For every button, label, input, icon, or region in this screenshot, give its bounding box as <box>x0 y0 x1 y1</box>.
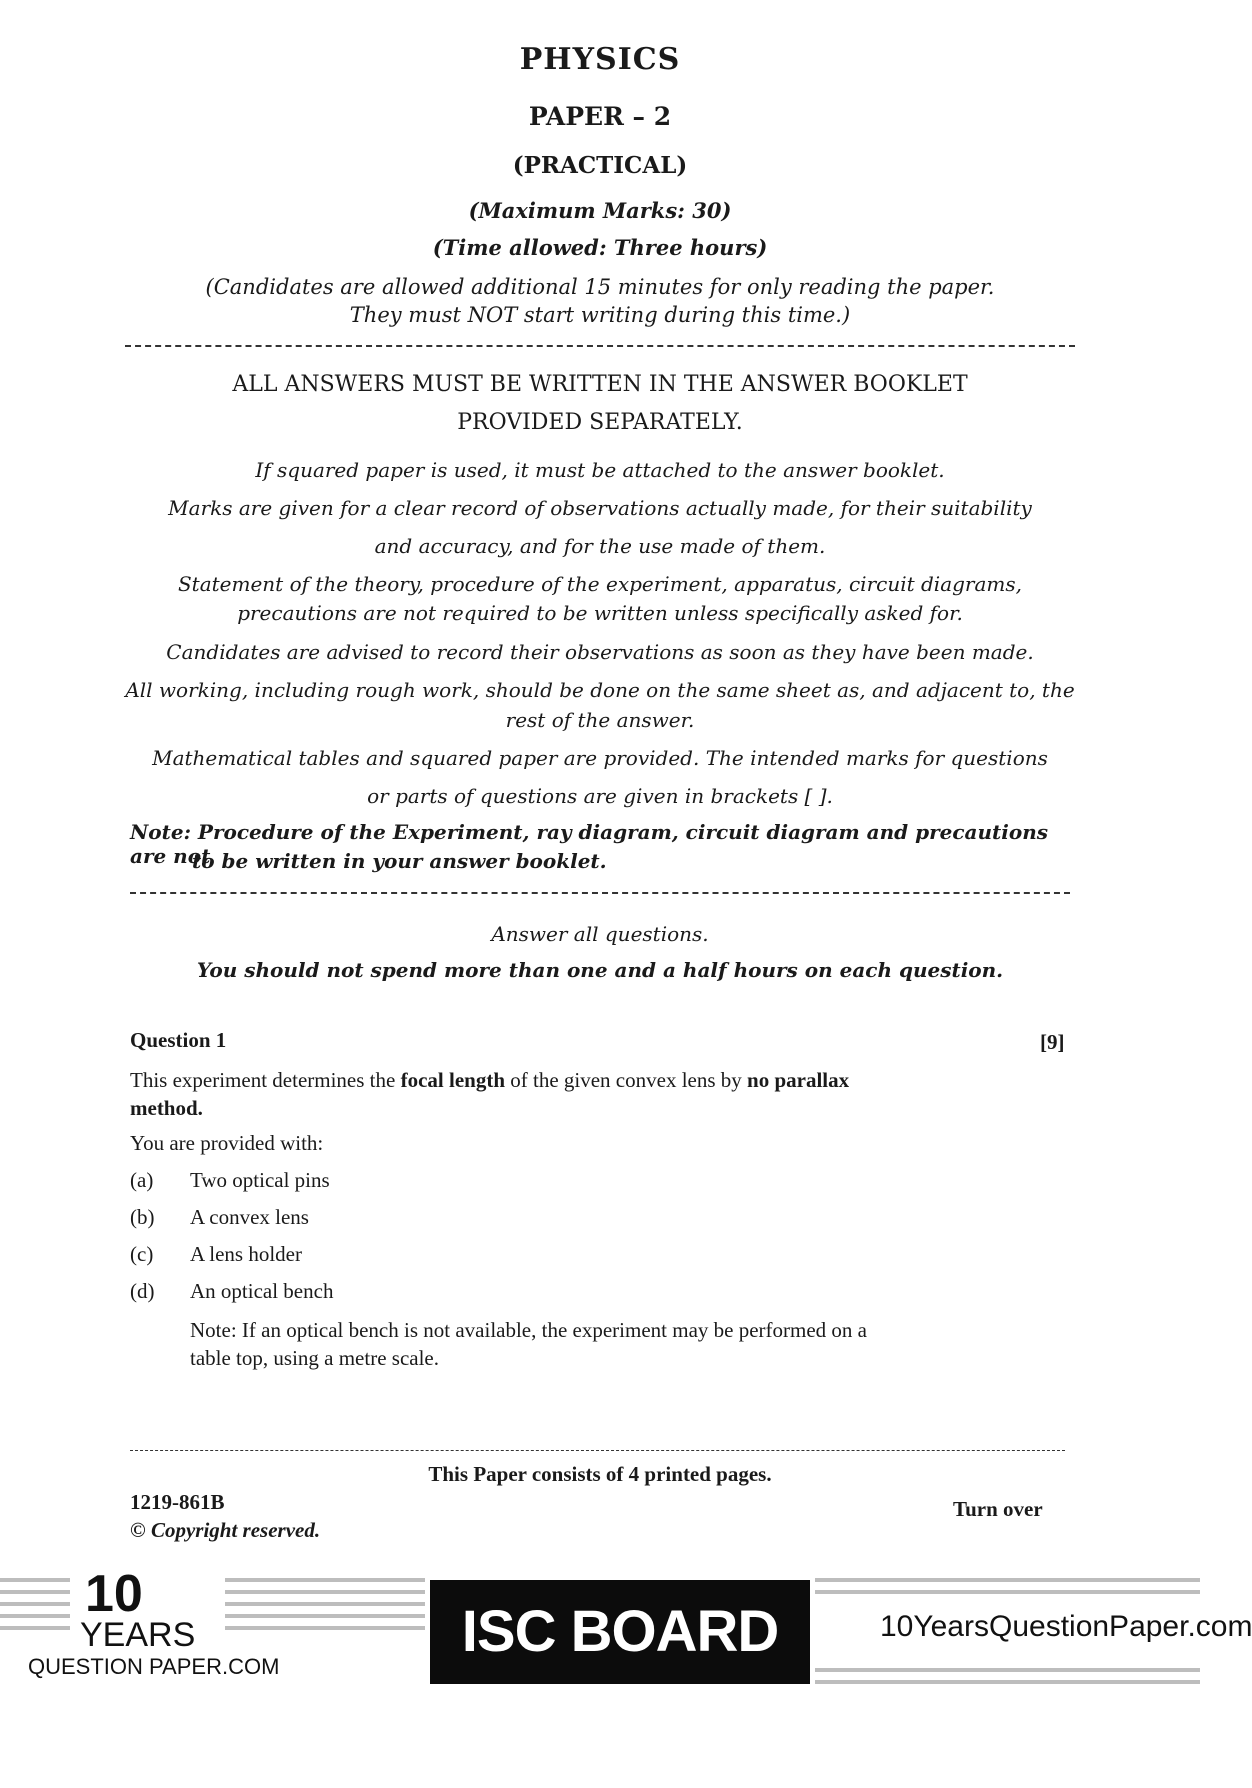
instruction-line: All working, including rough work, should be done on the same sheet as, and adjacent to, the <box>125 678 1075 702</box>
page-count: This Paper consists of 4 printed pages. <box>428 1462 772 1486</box>
question-intro <box>130 1068 1030 1093</box>
provided-heading: You are provided with: <box>130 1131 324 1155</box>
banner-stripe <box>815 1590 1200 1594</box>
bench-note-line2: table top, using a metre scale. <box>190 1346 439 1370</box>
intro-no-parallax: no parallax <box>747 1068 850 1092</box>
question-heading: Question 1 <box>130 1028 227 1052</box>
item-text: An optical bench <box>190 1279 334 1303</box>
instruction-line: Mathematical tables and squared paper are provided. The intended marks for questions <box>152 746 1048 770</box>
all-answers-line2: PROVIDED SEPARATELY. <box>457 410 743 435</box>
banner-stripe <box>0 1602 70 1606</box>
instruction-line: Candidates are advised to record their observations as soon as they have been made. <box>166 640 1034 664</box>
logo-site: QUESTION PAPER.COM <box>28 1654 280 1679</box>
logo-number: 10 <box>85 1565 143 1623</box>
banner-stripe <box>0 1590 70 1594</box>
intro-focal-length: focal length <box>400 1068 505 1092</box>
logo-years: YEARS <box>80 1616 196 1654</box>
banner-stripe <box>225 1614 425 1618</box>
intro-method: method. <box>130 1096 203 1120</box>
banner-stripe <box>225 1590 425 1594</box>
time-note: You should not spend more than one and a half hours on each question. <box>196 958 1004 982</box>
paper-code: 1219-861B <box>130 1490 225 1514</box>
instruction-line: rest of the answer. <box>505 708 695 732</box>
item-label: (c) <box>130 1242 154 1266</box>
item-text: Two optical pins <box>190 1168 330 1192</box>
item-label: (d) <box>130 1279 155 1303</box>
instruction-line: Statement of the theory, procedure of the experiment, apparatus, circuit diagrams, <box>177 572 1023 596</box>
copyright: © Copyright reserved. <box>130 1518 321 1542</box>
max-marks: (Maximum Marks: 30) <box>468 198 732 223</box>
banner-stripe <box>225 1626 425 1630</box>
banner-stripe <box>815 1680 1200 1684</box>
item-label: (b) <box>130 1205 155 1229</box>
banner-stripe <box>815 1578 1200 1582</box>
banner-stripe <box>0 1626 70 1630</box>
answer-all: Answer all questions. <box>491 922 709 946</box>
banner-stripe <box>225 1578 425 1582</box>
note-line2: to be written in your answer booklet. <box>192 849 607 873</box>
reading-time-line1: (Candidates are allowed additional 15 minutes for only reading the paper. <box>205 275 995 299</box>
turn-over: Turn over <box>953 1497 1043 1521</box>
instruction-line: precautions are not required to be written unless specifically asked for. <box>237 601 963 625</box>
banner-stripe <box>0 1614 70 1618</box>
question-marks: [9] <box>1040 1030 1065 1054</box>
item-text: A lens holder <box>190 1242 302 1266</box>
divider-middle <box>130 892 1070 894</box>
reading-time-line2: They must NOT start writing during this time.) <box>349 303 851 327</box>
divider-top <box>125 345 1075 347</box>
item-text: A convex lens <box>190 1205 309 1229</box>
divider-bottom <box>130 1450 1065 1451</box>
website-link[interactable]: 10YearsQuestionPaper.com <box>880 1610 1252 1643</box>
subject-title: PHYSICS <box>519 42 681 77</box>
time-allowed: (Time allowed: Three hours) <box>432 235 768 260</box>
paper-type: (PRACTICAL) <box>512 152 688 179</box>
banner-stripe <box>225 1602 425 1606</box>
banner-stripe <box>0 1578 70 1582</box>
banner-stripe <box>815 1668 1200 1672</box>
item-label: (a) <box>130 1168 154 1192</box>
instruction-line: and accuracy, and for the use made of them. <box>374 534 826 558</box>
intro-text: This experiment determines the <box>130 1068 401 1092</box>
board-label: ISC BOARD XII <box>430 1580 810 1684</box>
instruction-line: Marks are given for a clear record of observations actually made, for their suitability <box>168 496 1032 520</box>
bench-note-line1: Note: If an optical bench is not available, the experiment may be performed on a <box>190 1318 867 1342</box>
intro-text: of the given convex lens by <box>505 1068 748 1092</box>
all-answers-line1: ALL ANSWERS MUST BE WRITTEN IN THE ANSWER BOOKLET <box>232 372 968 397</box>
instruction-line: or parts of questions are given in brackets [ ]. <box>367 784 833 808</box>
paper-number: PAPER – 2 <box>528 102 672 131</box>
instruction-line: If squared paper is used, it must be attached to the answer booklet. <box>255 458 945 482</box>
note-line1: Note: Procedure of the Experiment, ray diagram, circuit diagram and precautions are not <box>130 820 1048 868</box>
